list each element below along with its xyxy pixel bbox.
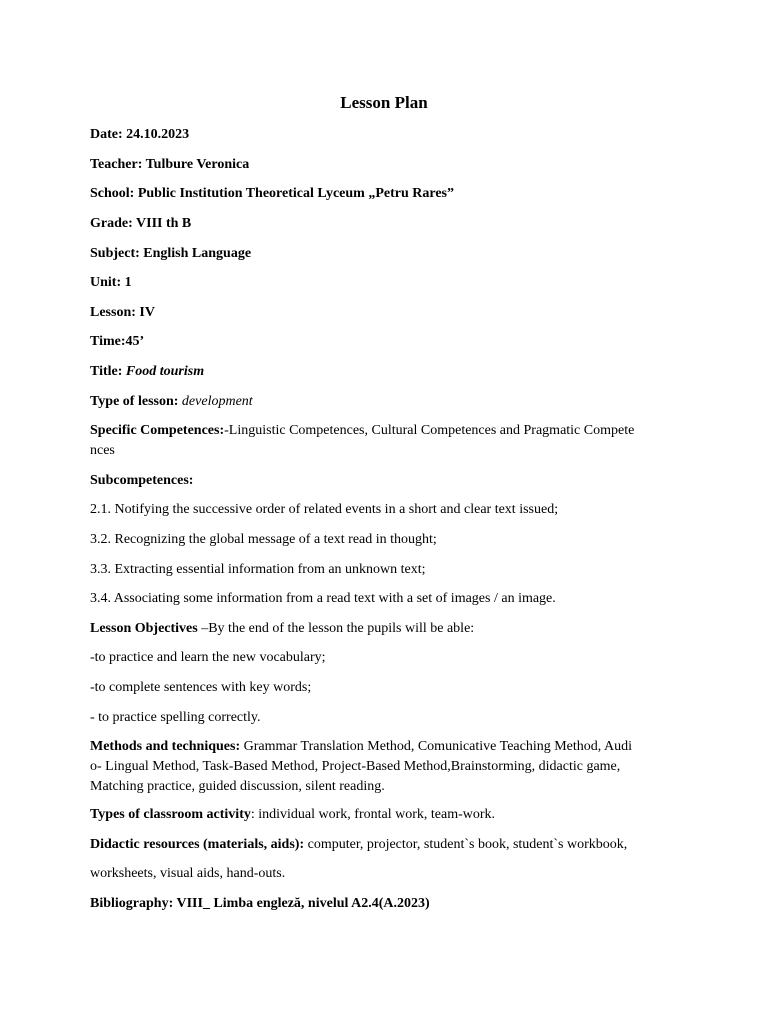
resources-line — [90, 836, 690, 854]
lesson-type-label: Type of lesson: — [90, 394, 182, 409]
subcompetence-item: 2.1. Notifying the successive order of related events in a short and clear text issued; — [90, 502, 559, 517]
activity-line — [90, 806, 690, 824]
lesson-field: Lesson: IV — [90, 305, 155, 320]
school-field: School: Public Institution Theoretical Lyceum „Petru Rares” — [90, 186, 454, 201]
resources-continuation: worksheets, visual aids, hand-outs. — [90, 866, 286, 881]
lesson-objectives-label: Lesson Objectives — [90, 621, 202, 636]
lesson-title-value: Food tourism — [125, 364, 205, 379]
lesson-objectives-text: –By the end of the lesson the pupils will be able: — [201, 621, 475, 636]
teacher-field: Teacher: Tulbure Veronica — [90, 157, 250, 172]
subcompetences-heading: Subcompetences: — [90, 473, 194, 488]
unit-field: Unit: 1 — [90, 275, 132, 290]
activity-label: Types of classroom activity — [90, 807, 251, 822]
subcompetence-item: 3.4. Associating some information from a read text with a set of images / an image. — [90, 591, 556, 606]
bibliography-field: Bibliography: VIII_ Limba engleză, nivelul A2.4(A.2023) — [90, 896, 430, 911]
resources-text: computer, projector, student`s book, student`s workbook, — [304, 837, 628, 852]
subcompetence-item: 3.2. Recognizing the global message of a text read in thought; — [90, 532, 437, 547]
lesson-title-line — [90, 363, 690, 381]
methods-continuation: Matching practice, guided discussion, silent reading. — [90, 779, 385, 794]
methods-text: Grammar Translation Method, Comunicative Teaching Method, Audi — [240, 739, 633, 754]
specific-competences-text: -Linguistic Competences, Cultural Competences and Pragmatic Compete — [224, 423, 635, 438]
grade-field: Grade: VIII th B — [90, 216, 192, 231]
subject-field: Subject: English Language — [90, 246, 252, 261]
objective-item: - to practice spelling correctly. — [90, 710, 261, 725]
resources-label: Didactic resources (materials, aids): — [90, 837, 305, 852]
specific-competences-line — [90, 422, 690, 440]
specific-competences-label: Specific Competences: — [90, 423, 225, 438]
lesson-type-value: development — [181, 394, 253, 409]
lesson-title-label: Title: — [90, 364, 126, 379]
time-field: Time:45’ — [90, 334, 145, 349]
lesson-objectives-line — [90, 620, 690, 638]
activity-text: : individual work, frontal work, team-work. — [250, 807, 496, 822]
specific-competences-continuation: nces — [90, 443, 115, 458]
methods-line — [90, 738, 690, 756]
lesson-type-line — [90, 393, 690, 411]
methods-label: Methods and techniques: — [90, 739, 241, 754]
document-title: Lesson Plan — [340, 93, 428, 112]
methods-continuation: o- Lingual Method, Task-Based Method, Project-Based Method,Brainstorming, didactic game, — [90, 759, 621, 774]
subcompetence-item: 3.3. Extracting essential information from an unknown text; — [90, 562, 426, 577]
date-field: Date: 24.10.2023 — [90, 127, 190, 142]
objective-item: -to complete sentences with key words; — [90, 680, 312, 695]
objective-item: -to practice and learn the new vocabulary; — [90, 650, 326, 665]
